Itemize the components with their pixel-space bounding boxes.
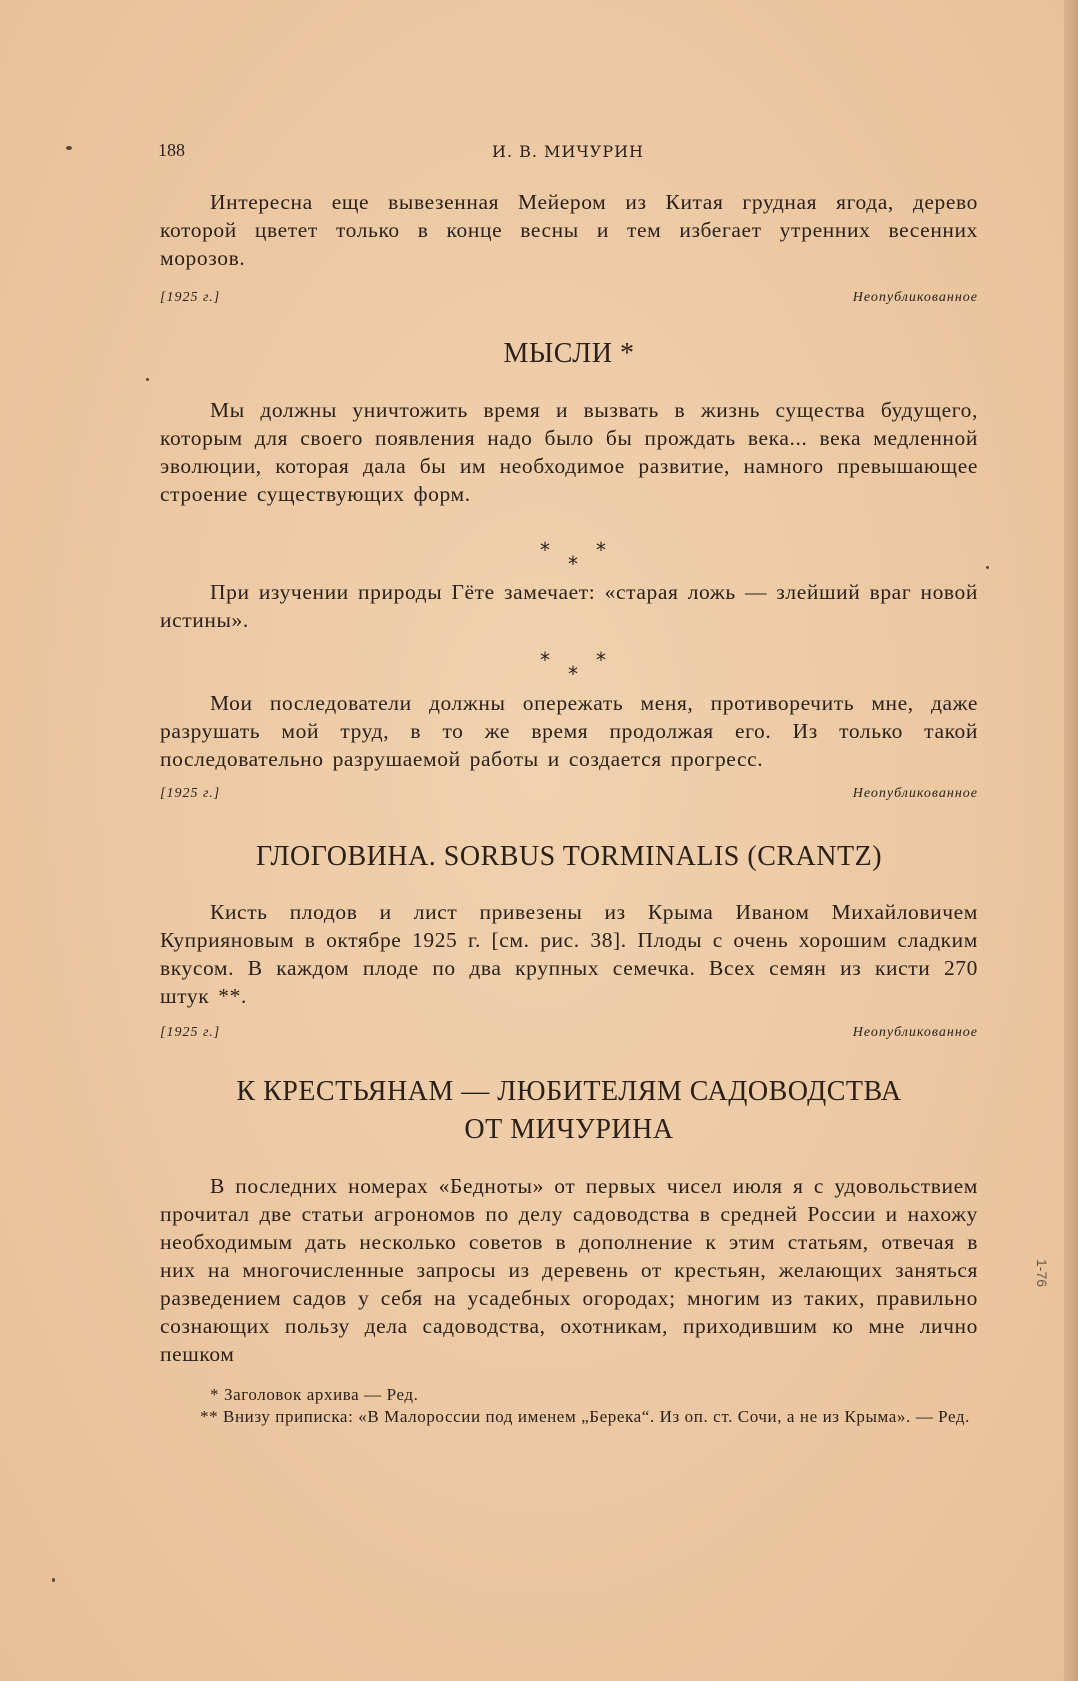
thoughts-paragraph-2: При изучении природы Гёте замечает: «старая ложь — злейший враг новой истины». (160, 580, 978, 632)
separator-asterisks-1 (520, 538, 620, 578)
thoughts-paragraph-1: Мы должны уничтожить время и вызвать в жизнь существа будущего, которым для своего появления надо было бы прождать века... века медленной эволюции, которая дала бы им необходимое развитие, намного превышающее строение существующих форм. (160, 398, 978, 506)
intro-paragraph: Интересна еще вывезенная Мейером из Китая грудная ягода, дерево которой цветет только в конце весны и тем избегает утренних весенних морозов. (160, 190, 978, 270)
margin-mark: 1-76 (1033, 1258, 1050, 1288)
footnotes (168, 1384, 984, 1428)
paper-speck (52, 1578, 55, 1582)
status-label: Неопубликованное (852, 1025, 978, 1040)
footnote-2: ** Внизу приписка: «В Малороссии под именем „Берека“. Из оп. ст. Сочи, а не из Крыма». — Ред. (200, 1407, 971, 1426)
meta-row-2 (160, 786, 978, 806)
paper-speck (146, 378, 149, 381)
section-title-thoughts: МЫСЛИ * (503, 338, 635, 369)
glogovina-paragraph: Кисть плодов и лист привезены из Крыма Иваном Михайловичем Куприяновым в октябре 1925 г. [см. рис. 38]. Плоды с очень хорошим сладким вкусом. В каждом плоде по два крупных семечка. Всех семян из кисти 270 штук **. (160, 900, 978, 1008)
footnote-1: * Заголовок архива — Ред. (210, 1385, 419, 1404)
status-label: Неопубликованное (852, 290, 978, 305)
paper-speck (66, 146, 72, 150)
status-label: Неопубликованное (852, 786, 978, 801)
section-title-peasants-line2: ОТ МИЧУРИНА (464, 1114, 674, 1145)
thoughts-paragraph-3: Мои последователи должны опережать меня, противоречить мне, даже разрушать мой труд, в то же время продолжая его. Из только такой последовательно разрушаемой работы и создается прогресс. (160, 691, 978, 771)
date-label: [1925 г.] (160, 1025, 221, 1040)
asterisk: * (596, 538, 606, 562)
separator-asterisks-2 (520, 648, 620, 688)
section-title-glogovina: ГЛОГОВИНА. SORBUS TORMINALIS (CRANTZ) (255, 841, 883, 872)
section-title-peasants-line1: К КРЕСТЬЯНАМ — ЛЮБИТЕЛЯМ САДОВОДСТВА (236, 1076, 902, 1107)
asterisk: * (596, 648, 606, 672)
date-label: [1925 г.] (160, 290, 221, 305)
asterisk: * (568, 662, 578, 686)
meta-row-1 (160, 290, 978, 310)
asterisk: * (540, 538, 550, 562)
paper-speck (986, 566, 989, 569)
page-number: 188 (158, 140, 185, 160)
running-head: И. В. МИЧУРИН (492, 142, 644, 161)
peasants-paragraph: В последних номерах «Бедноты» от первых чисел июля я с удовольствием прочитал две статьи агрономов по делу садоводства в средней России и нахожу необходимым дать несколько советов в дополнение к этим статьям, отвечая в них на многочисленные запросы из деревень от крестьян, желающих заняться разведением садов у себя на усадебных огородах; многим из таких, правильно сознающих пользу дела садоводства, охотникам, приходившим ко мне лично пешком (160, 1174, 978, 1366)
asterisk: * (540, 648, 550, 672)
page-edge (1064, 0, 1078, 1681)
asterisk: * (568, 552, 578, 576)
page-header (158, 140, 978, 168)
meta-row-3 (160, 1025, 978, 1045)
date-label: [1925 г.] (160, 786, 221, 801)
